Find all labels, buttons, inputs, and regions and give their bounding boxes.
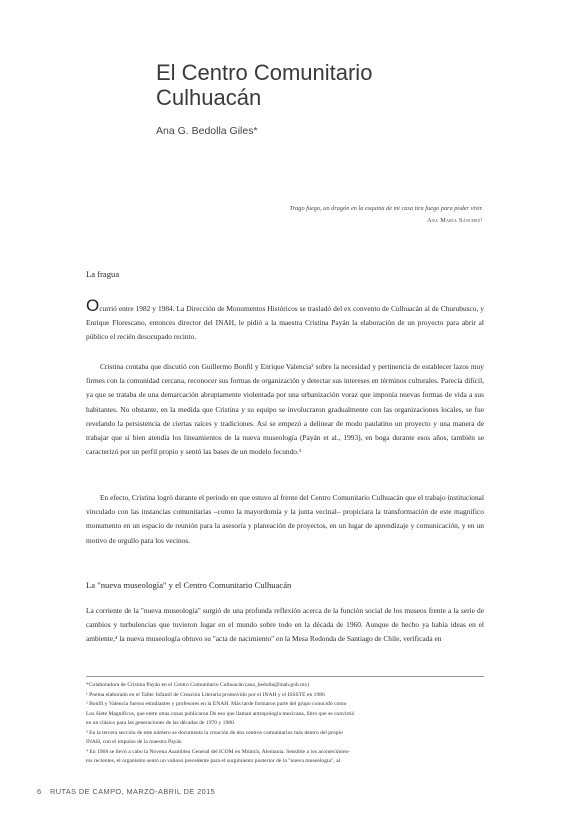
section-heading-nueva-museologia: La "nueva museología" y el Centro Comunitario Culhuacán (86, 580, 292, 590)
footnote-line: ³ En la tercera sección de este número se documenta la creación de dos centros comunitarios más dentro del propio (86, 729, 343, 736)
footnote-line: ² Bonfil y Valencia fueron estudiantes y profesores en la ENAH. Más tarde formaron parte del grupo conocido como (86, 701, 347, 707)
drop-cap: O (86, 296, 100, 315)
epigraph (290, 205, 483, 224)
title-line-1: El Centro Comunitario (156, 60, 373, 85)
author-name: Ana G. Bedolla Giles* (156, 125, 258, 137)
article-title (156, 60, 516, 110)
page-footer (37, 787, 215, 796)
footnote-line: ⁴ En 1968 se llevó a cabo la Novena Asamblea General del ICOM en Múnich, Alemania. Sensible a los acontecimien- (86, 748, 351, 755)
footnote-line: INAH, con el impulso de la maestra Payán (86, 739, 182, 745)
epigraph-attribution: Ana María Sánchez¹ (427, 217, 483, 224)
epigraph-quote: Trago fuego, un dragón en la esquina de mi casa tira fuego para poder vivir. (289, 205, 483, 212)
paragraph-2: Cristina contaba que discutió con Guillermo Bonfil y Enrique Valencia² sobre la necesidad y pertinencia de establecer lazos muy firmes con la comunidad cercana, reconocer sus formas de organización y detectar sus intereses en términos culturales. Parecía difícil, ya que se trataba de una demarcación abruptamente violentada por una urbanización voraz que imponía nuevas formas de vida a sus habitantes. No obstante, en la medida que Cristina y su equipo se involucraron gradualmente con las organizaciones locales, se fue revelando la persistencia de ciertas raíces y tradiciones. Así se empezó a delinear de modo paulatino un proyecto y una manera de trabajar que si bien atendía los lineamientos de la nueva museología (Payán et al., 1993), en boga durante esos años, también se caracterizó por un perfil propio y sentó las bases de un modelo fecundo.³ (86, 362, 484, 457)
section-heading-la-fragua: La fragua (86, 269, 120, 279)
footnotes (86, 676, 484, 767)
paragraph-3: En efecto, Cristina logró durante el periodo en que estuvo al frente del Centro Comunitario Culhuacán que el trabajo institucional vinculado con las instancias comunitarias –como la mayordomía y la junta vecinal– propiciara la transformación de este magnífico monumento en un espacio de reunión para la asesoría y planeación de proyectos, en un lugar de aprendizaje y comunicación, y en un motivo de orgullo para los vecinos. (86, 493, 484, 545)
page-number: 6 (37, 787, 42, 796)
footnote-line: tos recientes, el organismo sentó un valioso precedente para el surgimiento posterior de la "nueva museología", al (86, 758, 341, 764)
footnote-line: ¹ Poema elaborado en el Taller Infantil de Creación Literaria promovido por el INAH y el ISSSTE en 1986 (86, 691, 325, 698)
footnote-line: Los Siete Magníficos, que entre otras cosas publicaron De eso que llaman antropología mexicana, libro que se convirtió (86, 710, 355, 717)
journal-issue: RUTAS DE CAMPO, MARZO-ABRIL DE 2015 (49, 787, 216, 796)
footnote-line: en un clásico para las generaciones de las décadas de 1970 y 1980 (86, 720, 234, 726)
paragraph-4: La corriente de la "nueva museología" surgió de una profunda reflexión acerca de la función social de los museos frente a la serie de cambios y turbulencias que tuvieron lugar en el mundo sobre todo en la década de 1960. Aunque de hecho ya había ideas en el ambiente,⁴ la nueva museología obtuvo su "acta de nacimiento" en la Mesa Redonda de Santiago de Chile, verificada en (86, 606, 484, 644)
footnote-line: *Colaboradora de Cristina Payán en el Centro Comunitario Culhuacán (ana_bedolla@inah.gob.mx) (86, 682, 310, 688)
paragraph-text: currió entre 1982 y 1984. La Dirección de Monumentos Históricos se trasladó del ex convento de Culhuacán al de Churubusco, y Enrique Florescano, entonces director del INAH, le pidió a la maestra Cristina Payán la elaboración de un proyecto para abrir al público el recién desocupado recinto. (86, 304, 484, 342)
title-line-2: Culhuacán (156, 85, 262, 110)
paragraph-1 (86, 296, 484, 345)
